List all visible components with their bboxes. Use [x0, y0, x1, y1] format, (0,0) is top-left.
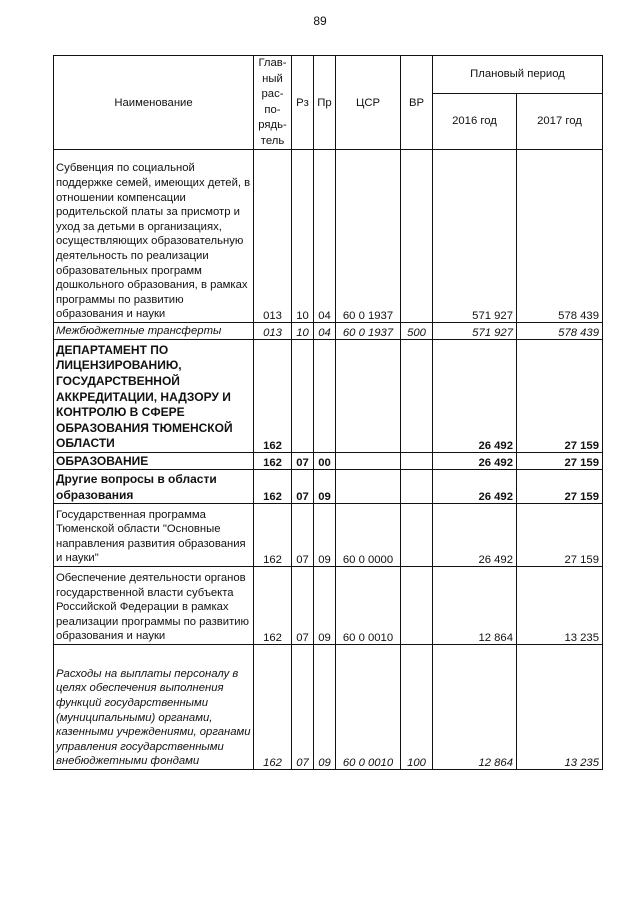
row-expense-type: 500	[401, 323, 433, 340]
row-chief-manager: 162	[254, 470, 292, 504]
row-target-item: 60 0 0010	[336, 645, 401, 770]
row-target-item	[336, 340, 401, 453]
row-target-item	[336, 453, 401, 470]
row-chief-manager: 162	[254, 340, 292, 453]
row-chief-manager: 162	[254, 453, 292, 470]
row-subsection: 09	[314, 470, 336, 504]
row-subsection: 09	[314, 504, 336, 567]
row-target-item: 60 0 1937	[336, 150, 401, 323]
row-section: 07	[292, 504, 314, 567]
row-amount-2016: 26 492	[433, 340, 517, 453]
row-section: 10	[292, 323, 314, 340]
row-name: Другие вопросы в области образования	[54, 470, 254, 504]
row-subsection: 09	[314, 567, 336, 645]
row-amount-2017: 27 159	[517, 470, 603, 504]
row-amount-2017: 13 235	[517, 567, 603, 645]
row-amount-2017: 27 159	[517, 340, 603, 453]
page-number: 89	[313, 14, 327, 28]
row-amount-2016: 26 492	[433, 470, 517, 504]
row-subsection	[314, 340, 336, 453]
header-expense-type: ВР	[401, 56, 433, 150]
header-year-2016: 2016 год	[433, 93, 517, 149]
row-name: ОБРАЗОВАНИЕ	[54, 453, 254, 470]
row-amount-2016: 571 927	[433, 323, 517, 340]
row-amount-2017: 13 235	[517, 645, 603, 770]
row-section: 07	[292, 470, 314, 504]
header-target-item: ЦСР	[336, 56, 401, 150]
row-subsection: 04	[314, 150, 336, 323]
row-expense-type	[401, 150, 433, 323]
row-expense-type	[401, 453, 433, 470]
table-row	[54, 645, 603, 770]
row-subsection: 04	[314, 323, 336, 340]
row-amount-2016: 12 864	[433, 567, 517, 645]
table-row	[54, 504, 603, 567]
row-chief-manager: 013	[254, 150, 292, 323]
header-section: Рз	[292, 56, 314, 150]
table-row	[54, 567, 603, 645]
row-chief-manager: 162	[254, 567, 292, 645]
row-expense-type	[401, 567, 433, 645]
budget-table	[53, 55, 603, 770]
table-row	[54, 470, 603, 504]
row-amount-2017: 578 439	[517, 150, 603, 323]
row-subsection: 00	[314, 453, 336, 470]
table-row	[54, 323, 603, 340]
row-section: 07	[292, 567, 314, 645]
row-amount-2016: 571 927	[433, 150, 517, 323]
header-chief-manager: Глав- ный рас- по- рядь- тель	[254, 56, 292, 150]
header-planned-period: Плановый период	[433, 56, 603, 94]
row-name: Межбюджетные трансферты	[54, 323, 254, 340]
row-amount-2017: 27 159	[517, 504, 603, 567]
row-target-item: 60 0 0010	[336, 567, 401, 645]
table-row	[54, 453, 603, 470]
row-section: 10	[292, 150, 314, 323]
row-target-item: 60 0 0000	[336, 504, 401, 567]
header-subsection: Пр	[314, 56, 336, 150]
row-name: Государственная программа Тюменской области "Основные направления развития образования и науки"	[54, 504, 254, 567]
row-section	[292, 340, 314, 453]
row-amount-2017: 578 439	[517, 323, 603, 340]
row-expense-type: 100	[401, 645, 433, 770]
row-expense-type	[401, 470, 433, 504]
table-row	[54, 150, 603, 323]
row-amount-2016: 26 492	[433, 504, 517, 567]
row-section: 07	[292, 645, 314, 770]
row-name: Расходы на выплаты персоналу в целях обеспечения выполнения функций государственными (муниципальными) органами, казенными учреждениями, органами управления государственными внебюджетными фондами	[54, 645, 254, 770]
row-chief-manager: 013	[254, 323, 292, 340]
row-target-item: 60 0 1937	[336, 323, 401, 340]
row-chief-manager: 162	[254, 645, 292, 770]
row-amount-2016: 26 492	[433, 453, 517, 470]
row-amount-2016: 12 864	[433, 645, 517, 770]
table-row	[54, 340, 603, 453]
row-subsection: 09	[314, 645, 336, 770]
header-year-2017: 2017 год	[517, 93, 603, 149]
row-name: Обеспечение деятельности органов государственной власти субъекта Российской Федерации в рамках реализации программы по развитию образования и науки	[54, 567, 254, 645]
row-name: Субвенция по социальной поддержке семей, имеющих детей, в отношении компенсации родительской платы за присмотр и уход за детьми в организациях, осуществляющих образовательную деятельность по реализации образовательных программ дошкольного образования, в рамках программы по развитию образования и науки	[54, 150, 254, 323]
row-expense-type	[401, 504, 433, 567]
row-amount-2017: 27 159	[517, 453, 603, 470]
row-chief-manager: 162	[254, 504, 292, 567]
row-section: 07	[292, 453, 314, 470]
row-target-item	[336, 470, 401, 504]
row-name: ДЕПАРТАМЕНТ ПО ЛИЦЕНЗИРОВАНИЮ, ГОСУДАРСТВЕННОЙ АККРЕДИТАЦИИ, НАДЗОРУ И КОНТРОЛЮ В СФЕРЕ ОБРАЗОВАНИЯ ТЮМЕНСКОЙ ОБЛАСТИ	[54, 340, 254, 453]
row-expense-type	[401, 340, 433, 453]
header-name: Наименование	[54, 56, 254, 150]
